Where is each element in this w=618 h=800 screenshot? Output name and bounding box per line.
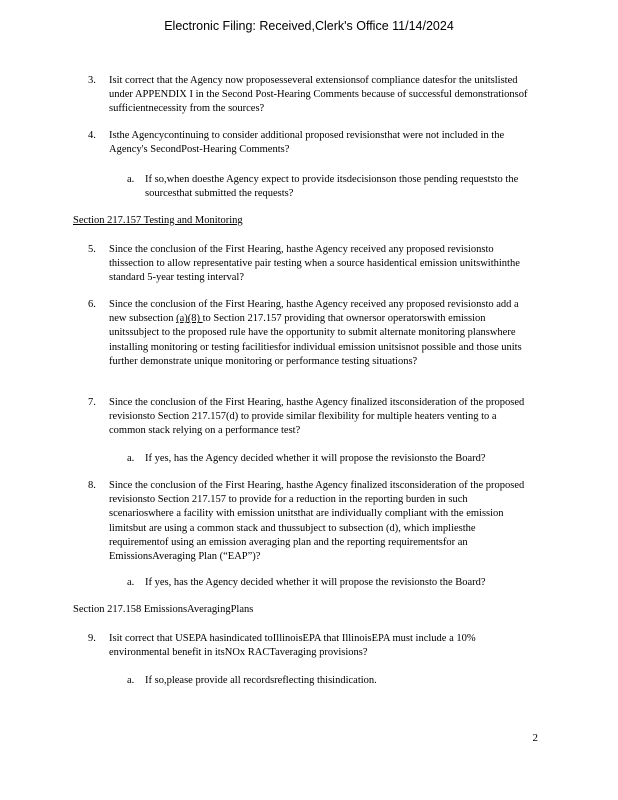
filing-header: Electronic Filing: Received,Clerk's Office 11/14/2024: [164, 19, 454, 33]
text-part: to Section 217.157 providing that ownersor operatorswith emission unitssubject to the proposed rule have the opportunity to submit alternate monitoring planswhere installing monitoring or testing facilitiesfor individual emission unitsisnot possible and those units further demonstrate unique monitoring or performance testing situations?: [109, 313, 522, 367]
question-text: Isit correct that the Agency now proposesseveral extensionsof compliance datesfor the unitslisted under APPENDIX I in the Second Post-Hearing Comments because of successful demonstrationsof sufficientnecessity from the sources?: [109, 75, 528, 115]
section-heading-217-158: Section 217.158 EmissionsAveragingPlans: [73, 604, 254, 615]
subquestion-text: If so,when doesthe Agency expect to provide itsdecisionson those pending requeststo the sourcesthat submitted the requests?: [145, 174, 519, 200]
section-heading-217-157: Section 217.157 Testing and Monitoring: [73, 215, 243, 226]
question-number: 7.: [88, 397, 96, 408]
question-number: 4.: [88, 130, 96, 141]
subquestion-text: If yes, has the Agency decided whether it will propose the revisionsto the Board?: [145, 577, 486, 588]
subquestion-letter: a.: [127, 174, 135, 185]
question-text: Isit correct that USEPA hasindicated toIllinoisEPA that IllinoisEPA must include a 10% environmental benefit in itsNOx RACTaveraging provisions?: [109, 633, 476, 659]
underlined-subsection: (a)(8): [176, 313, 203, 325]
subquestion-letter: a.: [127, 453, 135, 464]
subquestion-text: If so,please provide all recordsreflecting thisindication.: [145, 675, 377, 686]
question-number: 5.: [88, 244, 96, 255]
subquestion-text: If yes, has the Agency decided whether it will propose the revisionsto the Board?: [145, 453, 486, 464]
question-text: [109, 298, 529, 369]
question-number: 3.: [88, 75, 96, 86]
subquestion-letter: a.: [127, 675, 135, 686]
question-text: Since the conclusion of the First Hearing, hasthe Agency received any proposed revisionsto thissection to allow representative pair testing when a source hasidentical emission unitswithinthe standard 5-year testing interval?: [109, 244, 520, 284]
question-text: Isthe Agencycontinuing to consider additional proposed revisionsthat were not included in the Agency's SecondPost-Hearing Comments?: [109, 130, 505, 156]
question-number: 6.: [88, 299, 96, 310]
subquestion-letter: a.: [127, 577, 135, 588]
text-part: Since the conclusion of the First Hearing, hasthe Agency received any proposed revisionsto add a new subsection: [109, 299, 519, 325]
question-text: Since the conclusion of the First Hearing, hasthe Agency finalized itsconsideration of the proposed revisionsto Section 217.157 to provide for a reduction in the reporting burden in such scenarioswhere a facility with emission unitsthat are individually compliant with the emission limitsbut are using a common stack and thussubject to subsection (d), which impliesthe requirementof using an emission averaging plan and the reporting requirementsfor an EmissionsAveraging Plan (“EAP”)?: [109, 480, 525, 563]
question-number: 8.: [88, 480, 96, 491]
question-number: 9.: [88, 633, 96, 644]
question-text: Since the conclusion of the First Hearing, hasthe Agency finalized itsconsideration of the proposed revisionsto Section 217.157(d) to provide similar flexibility for multiple heaters venting to a common stack relying on a performance test?: [109, 397, 525, 437]
page-number: 2: [532, 732, 538, 744]
